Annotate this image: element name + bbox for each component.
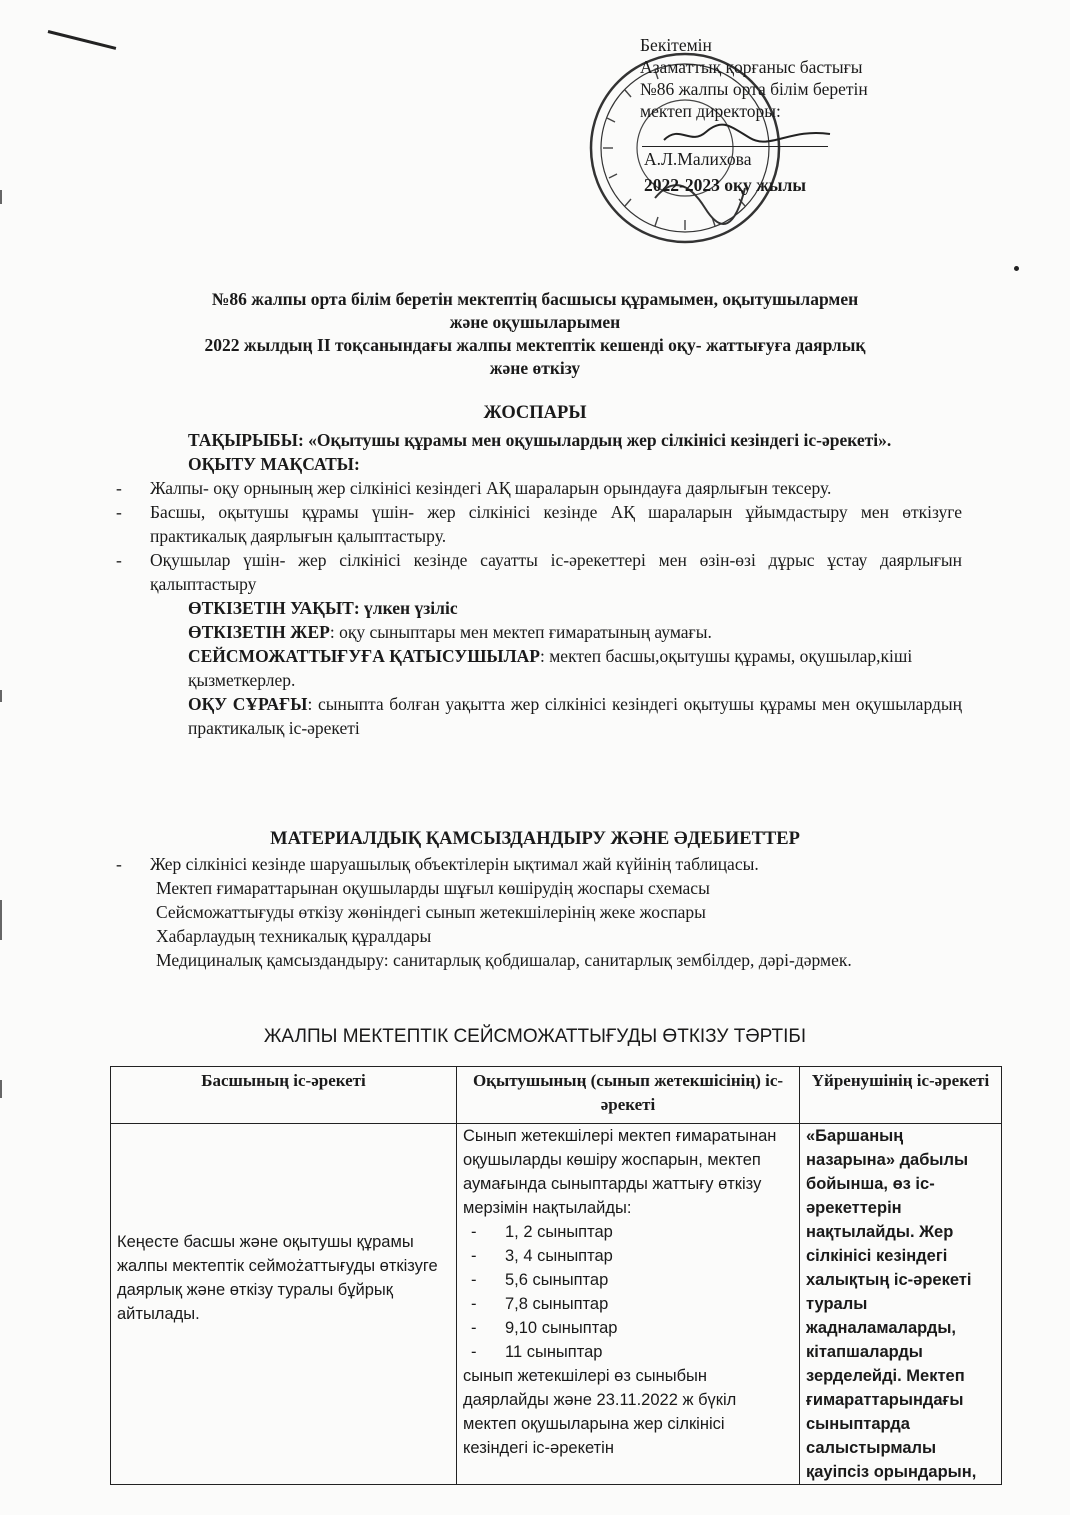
material-item: Мектеп ғимараттарынан оқушыларды шұғыл көшірудің жоспары схемасы [156, 878, 710, 898]
order-title: ЖАЛПЫ МЕКТЕПТІК СЕЙСМОЖАТТЫҒУДЫ ӨТКІЗУ ТӘРТІБІ [263, 1026, 807, 1047]
column-header: Оқытушының (сынып жетекшісінің) іс-әрекеті [457, 1067, 800, 1124]
signature-line [642, 146, 828, 147]
class-list [463, 1220, 793, 1364]
column-header: Үйренушінің іс-әрекеті [800, 1067, 1002, 1124]
class-item: - 9,10 сыныптар [471, 1319, 618, 1337]
scan-edge-mark [0, 690, 2, 702]
scan-dot [1014, 266, 1019, 271]
student-action-cell: «Баршаның назарына» дабылы бойынша, өз іс-әрекеттерін нақтылайды. Жер сілкінісі кезіндегі халықтың іс-әрекеті туралы жадналамаларды, кітапшаларды зерделейді. Мектеп ғимараттарындағы сыныптарда салыстырмалы қауіпсіз орындарын, [800, 1124, 1002, 1485]
topic [110, 428, 962, 452]
teacher-outro: сынып жетекшілері өз сыныбын даярлайды және 23.11.2022 ж бүкіл мектеп оқушыларына жер сілкінісі кезіндегі іс-әрекетін [463, 1367, 737, 1457]
academic-year: 2022-2023 оқу жылы [644, 175, 806, 195]
class-item: - 7,8 сыныптар [471, 1295, 609, 1313]
document-title [110, 288, 960, 380]
title-line: 2022 жылдың II тоқсанындағы жалпы мектептік кешенді оқу- жаттығуға даярлық [204, 335, 866, 355]
teacher-intro: Сынып жетекшілері мектеп ғимаратынан оқушыларды көшіру жоспарын, мектеп аумағында сыныптарды жаттығу өткізу мерзімін нақтылайды: [463, 1127, 777, 1217]
material-item: Медициналық қамсыздандыру: санитарлық қобдишалар, санитарлық зембілдер, дәрі-дәрмек. [156, 950, 852, 970]
director-name: А.Л.Малихова [644, 149, 752, 169]
exercise-time: ӨТКІЗЕТІН УАҚЫТ: үлкен үзіліс [188, 598, 458, 618]
scan-mark [48, 30, 117, 50]
class-item: - 11 сыныптар [471, 1343, 603, 1361]
topic-label: ТАҚЫРЫБЫ: [188, 430, 304, 450]
class-item: - 3, 4 сыныптар [471, 1247, 613, 1265]
materials-list [110, 852, 962, 972]
goal-item: - Оқушылар үшін- жер сілкінісі кезінде сауатты іс-әрекеттері мен өзін-өзі дұрыс ұстау даярлығын қалыптастыру [116, 550, 962, 594]
column-header: Басшының іс-әрекеті [111, 1067, 457, 1124]
exercise-order-table [110, 1066, 1002, 1485]
study-question: ОҚУ СҰРАҒЫ: сыныпта болған уақытта жер сілкінісі кезіндегі оқытушы құрамы мен оқушылардың практикалық іс-әрекеті [188, 694, 962, 738]
table-header-row [111, 1067, 1002, 1124]
materials-title: МАТЕРИАЛДЫҚ ҚАМСЫЗДАНДЫРУ ЖӘНЕ ӘДЕБИЕТТЕР [270, 829, 800, 849]
document-body [110, 428, 962, 740]
goal-item: - Жалпы- оқу орнының жер сілкінісі кезіндегі АҚ шараларын орындауға даярлығын тексеру. [116, 478, 832, 498]
class-item: - 5,6 сыныптар [471, 1271, 609, 1289]
goal-item: - Басшы, оқытушы құрамы үшін- жер сілкінісі кезінде АҚ шараларын ұйымдастыру мен өткізуге практикалық даярлығын қалыптастыру. [116, 502, 962, 546]
approval-heading: Бекітемін [640, 35, 712, 55]
scan-edge-mark [0, 1080, 2, 1098]
approval-position: Азаматтық қорғаныс бастығы [640, 57, 863, 77]
scan-edge-mark [0, 190, 2, 204]
teacher-action-cell [457, 1124, 800, 1485]
signature-scribble [660, 122, 850, 148]
class-item: - 1, 2 сыныптар [471, 1223, 613, 1241]
goals-label: ОҚЫТУ МАҚСАТЫ: [188, 454, 360, 474]
exercise-participants: СЕЙСМОЖАТТЫҒУҒА ҚАТЫСУШЫЛАР: мектеп басшы,оқытушы құрамы, оқушылар,кіші қызметкерлер. [188, 646, 913, 690]
plan-heading: ЖОСПАРЫ [483, 403, 587, 423]
material-item: Сейсможаттығуды өткізу жөніндегі сынып жетекшілерінің жеке жоспары [156, 902, 706, 922]
material-item: - Жер сілкінісі кезінде шаруашылық объектілерін ықтимал жай күйінің таблицасы. [116, 854, 759, 874]
signature-area [640, 122, 950, 148]
approval-role: мектеп директоры: [640, 101, 781, 121]
title-line: және оқушыларымен [449, 312, 621, 332]
approval-school: №86 жалпы орта білім беретін [640, 79, 868, 99]
approval-block [640, 34, 950, 196]
table-row [111, 1124, 1002, 1485]
head-action-cell: Кеңесте басшы және оқытушы құрамы жалпы мектептік сеймożаттығуды өткізуге даярлық және өткізу туралы бұйрық айтылады. [111, 1124, 457, 1485]
material-item: Хабарлаудың техникалық құралдары [156, 926, 432, 946]
exercise-place: ӨТКІЗЕТІН ЖЕР: оқу сыныптары мен мектеп ғимаратының аумағы. [188, 622, 712, 642]
topic-text: «Оқытушы құрамы мен оқушылардың жер сілкінісі кезіндегі іс-әрекеті». [303, 430, 892, 450]
scan-edge-mark [0, 900, 2, 940]
title-line: №86 жалпы орта білім беретін мектептің басшысы құрамымен, оқытушылармен [211, 289, 859, 309]
title-line: және өткізу [489, 358, 581, 378]
